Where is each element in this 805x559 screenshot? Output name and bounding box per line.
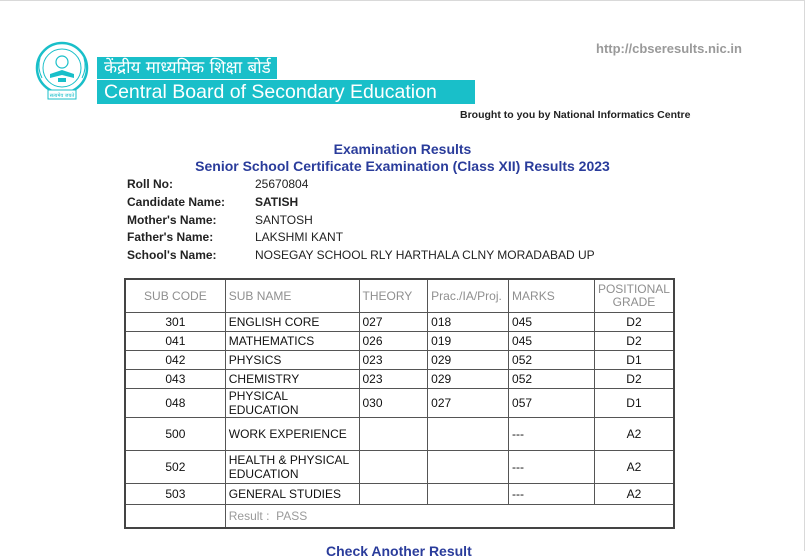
sub-name: PHYSICAL EDUCATION	[225, 389, 359, 418]
grade: D2	[594, 370, 674, 389]
grade: A2	[594, 418, 674, 451]
marks-table	[124, 278, 675, 529]
table-header-row	[125, 279, 674, 313]
sub-name: HEALTH & PHYSICAL EDUCATION	[225, 451, 359, 484]
nic-credit: Brought to you by National Informatics Centre	[460, 109, 691, 121]
total-marks: 052	[509, 351, 595, 370]
school-row	[127, 247, 595, 265]
logo-motto: सत्यमेव जयते	[49, 93, 75, 99]
theory-marks	[359, 451, 428, 484]
table-row	[125, 389, 674, 418]
mother-row	[127, 212, 595, 230]
roll-row	[127, 176, 595, 194]
prac-marks	[428, 484, 509, 505]
sub-code: 502	[125, 451, 225, 484]
english-title: Central Board of Secondary Education	[97, 80, 475, 104]
sub-name: PHYSICS	[225, 351, 359, 370]
sub-name: CHEMISTRY	[225, 370, 359, 389]
father-label: Father's Name:	[127, 230, 214, 245]
school-label: School's Name:	[127, 248, 217, 263]
sub-code: 048	[125, 389, 225, 418]
theory-marks	[359, 418, 428, 451]
exam-subtitle: Senior School Certificate Examination (Class XII) Results 2023	[195, 158, 610, 174]
sub-name: GENERAL STUDIES	[225, 484, 359, 505]
table-row	[125, 351, 674, 370]
grade: D1	[594, 351, 674, 370]
result-empty-cell	[125, 505, 225, 529]
sub-code: 042	[125, 351, 225, 370]
name-value: SATISH	[255, 194, 299, 209]
cbse-logo-icon	[34, 40, 90, 102]
sub-code: 503	[125, 484, 225, 505]
grade: D2	[594, 313, 674, 332]
result-cell	[225, 505, 674, 529]
header-theory: THEORY	[359, 279, 428, 313]
hindi-title: केंद्रीय माध्यमिक शिक्षा बोर्ड	[97, 57, 277, 79]
prac-marks: 029	[428, 351, 509, 370]
prac-marks: 027	[428, 389, 509, 418]
header-sub-name: SUB NAME	[225, 279, 359, 313]
theory-marks: 027	[359, 313, 428, 332]
grade: D1	[594, 389, 674, 418]
check-another-result-link[interactable]: Check Another Result	[326, 543, 472, 559]
mother-label: Mother's Name:	[127, 212, 217, 227]
prac-marks	[428, 418, 509, 451]
mother-value: SANTOSH	[255, 212, 313, 227]
table-row	[125, 484, 674, 505]
result-label: Result :	[228, 509, 270, 523]
total-marks: ---	[509, 484, 595, 505]
sub-code: 301	[125, 313, 225, 332]
sub-name: WORK EXPERIENCE	[225, 418, 359, 451]
prac-marks: 019	[428, 332, 509, 351]
prac-marks: 018	[428, 313, 509, 332]
name-label: Candidate Name:	[127, 194, 226, 209]
result-row	[125, 505, 674, 529]
student-info	[127, 176, 595, 265]
total-marks: 052	[509, 370, 595, 389]
school-value: NOSEGAY SCHOOL RLY HARTHALA CLNY MORADABAD UP	[255, 248, 595, 263]
table-row	[125, 313, 674, 332]
grade: D2	[594, 332, 674, 351]
table-row	[125, 370, 674, 389]
sub-name: MATHEMATICS	[225, 332, 359, 351]
exam-title: Examination Results	[333, 141, 472, 157]
total-marks: 045	[509, 313, 595, 332]
sub-name: ENGLISH CORE	[225, 313, 359, 332]
prac-marks	[428, 451, 509, 484]
prac-marks: 029	[428, 370, 509, 389]
table-row	[125, 418, 674, 451]
grade: A2	[594, 451, 674, 484]
top-border	[0, 0, 805, 1]
father-value: LAKSHMI KANT	[255, 230, 344, 245]
site-url[interactable]: http://cbseresults.nic.in	[596, 41, 742, 56]
total-marks: ---	[509, 451, 595, 484]
theory-marks: 030	[359, 389, 428, 418]
theory-marks	[359, 484, 428, 505]
header-grade-line1: POSITIONAL	[597, 282, 670, 296]
header-grade	[594, 279, 674, 313]
total-marks: 057	[509, 389, 595, 418]
theory-marks: 026	[359, 332, 428, 351]
sub-code: 500	[125, 418, 225, 451]
name-row	[127, 194, 595, 212]
header-grade-line2: GRADE	[612, 295, 656, 309]
sub-code: 041	[125, 332, 225, 351]
roll-value: 25670804	[255, 177, 309, 191]
total-marks: ---	[509, 418, 595, 451]
theory-marks: 023	[359, 351, 428, 370]
theory-marks: 023	[359, 370, 428, 389]
result-value: PASS	[276, 509, 308, 523]
table-row	[125, 332, 674, 351]
sub-code: 043	[125, 370, 225, 389]
father-row	[127, 229, 595, 247]
grade: A2	[594, 484, 674, 505]
header-prac: Prac./IA/Proj.	[428, 279, 509, 313]
table-row	[125, 451, 674, 484]
total-marks: 045	[509, 332, 595, 351]
header-sub-code: SUB CODE	[125, 279, 225, 313]
roll-label: Roll No:	[127, 177, 173, 191]
header-marks: MARKS	[509, 279, 595, 313]
